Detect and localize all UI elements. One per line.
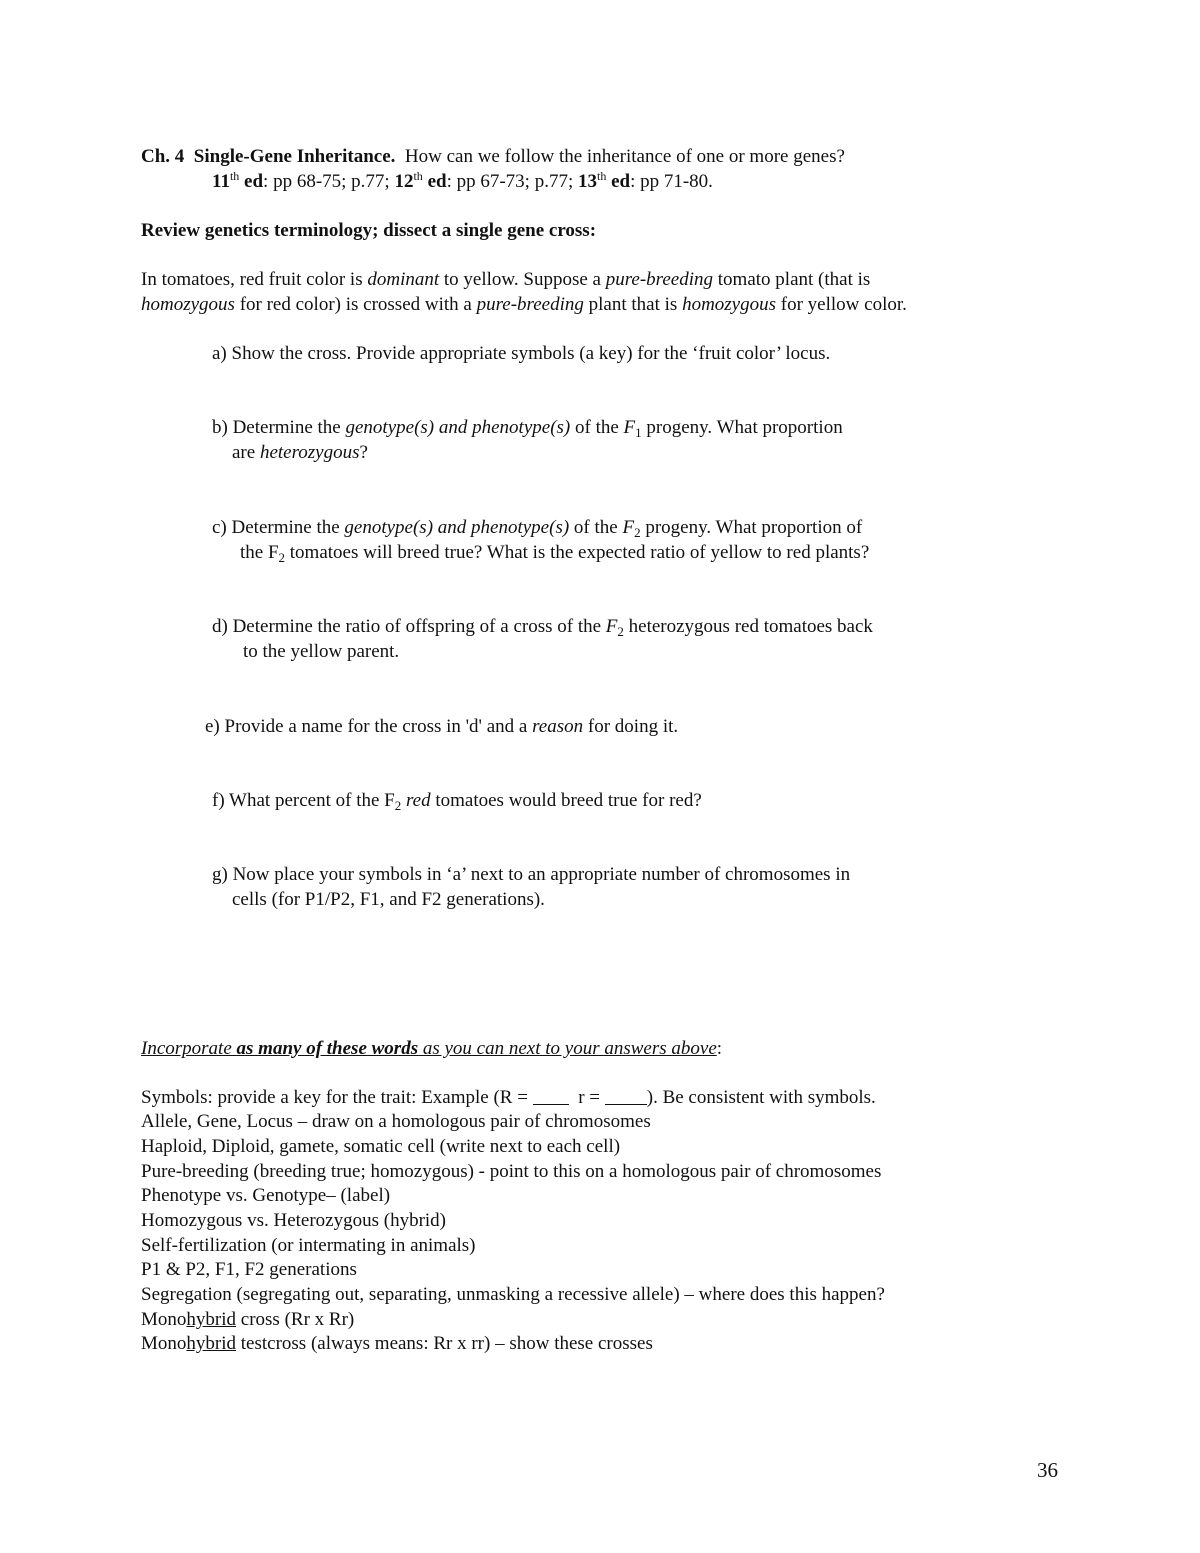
question-emphasis: genotype(s) and phenotype(s) xyxy=(344,517,570,538)
intro-text: to yellow. Suppose a xyxy=(439,269,606,290)
vocab-line xyxy=(141,1160,881,1184)
question-text: b) Determine the xyxy=(212,417,346,438)
vocab-text: Allele, Gene, Locus – draw on a homologous pair of chromosomes xyxy=(141,1111,651,1132)
generation-subscript: 2 xyxy=(617,624,624,639)
review-heading xyxy=(141,219,596,243)
page-number: 36 xyxy=(1037,1458,1058,1482)
intro-homozygous: homozygous xyxy=(141,294,235,315)
question-emphasis: heterozygous xyxy=(259,442,360,463)
question-c-line-1 xyxy=(212,516,862,540)
intro-text: In tomatoes, red fruit color is xyxy=(141,269,368,290)
ed13-pages: : pp 71-80. xyxy=(630,171,713,192)
blank-line xyxy=(605,1090,647,1105)
vocab-text: testcross (always means: Rr x rr) – show these crosses xyxy=(236,1333,653,1354)
vocab-line xyxy=(141,1135,620,1159)
question-b-line-2 xyxy=(232,441,368,465)
vocab-text: Phenotype vs. Genotype– (label) xyxy=(141,1185,391,1206)
intro-dominant: dominant xyxy=(367,269,440,290)
incorporate-heading-colon: : xyxy=(716,1038,723,1059)
question-text: d) Determine the ratio of offspring of a cross of the xyxy=(212,616,606,637)
intro-text: for red color) is crossed with a xyxy=(234,294,477,315)
vocab-text: Symbols: provide a key for the trait: Example (R = xyxy=(141,1087,533,1108)
question-text: g) Now place your symbols in ‘a’ next to an appropriate number of chromosomes in xyxy=(212,864,851,885)
vocab-underlined: hybrid xyxy=(186,1333,237,1354)
question-text: of the xyxy=(570,417,624,438)
question-f xyxy=(212,789,702,813)
question-b-line-1 xyxy=(212,416,843,440)
generation-subscript: 1 xyxy=(635,425,642,440)
intro-line-2 xyxy=(141,293,907,317)
incorporate-heading-text: Incorporate xyxy=(141,1038,237,1059)
question-text: c) Determine the xyxy=(212,517,345,538)
question-text: ? xyxy=(359,442,368,463)
ed12-number: 12 xyxy=(394,171,414,192)
chapter-question: How can we follow the inheritance of one or more genes? xyxy=(404,146,845,167)
review-heading-text: Review genetics terminology; dissect a single gene cross: xyxy=(141,220,597,241)
question-text: the F xyxy=(240,542,279,563)
generation-label: F xyxy=(605,616,618,637)
vocab-line xyxy=(141,1234,476,1258)
vocab-line xyxy=(141,1308,354,1332)
question-text: of the xyxy=(569,517,623,538)
vocab-line xyxy=(141,1209,446,1233)
generation-label: F xyxy=(623,417,636,438)
question-text: heterozygous red tomatoes back xyxy=(623,616,873,637)
vocab-text: Pure-breeding (breeding true; homozygous) - point to this on a homologous pair of chromosomes xyxy=(141,1161,882,1182)
edition-pages xyxy=(212,170,713,194)
vocab-text: Mono xyxy=(141,1309,187,1330)
vocab-text: Self-fertilization (or intermating in animals) xyxy=(141,1235,476,1256)
chapter-label: Ch. 4 xyxy=(141,146,185,167)
question-text: for doing it. xyxy=(583,716,679,737)
vocab-line xyxy=(141,1184,390,1208)
vocab-line xyxy=(141,1110,651,1134)
generation-subscript: 2 xyxy=(278,550,286,565)
blank-line xyxy=(533,1090,569,1105)
question-g-line-1 xyxy=(212,863,850,887)
vocab-underlined: hybrid xyxy=(186,1309,237,1330)
question-text: e) Provide a name for the cross in 'd' and a xyxy=(205,716,533,737)
incorporate-heading-emphasis: as many of these words xyxy=(236,1038,419,1059)
question-text: tomatoes would breed true for red? xyxy=(430,790,702,811)
intro-homozygous: homozygous xyxy=(682,294,777,315)
question-a-text: a) Show the cross. Provide appropriate symbols (a key) for the ‘fruit color’ locus. xyxy=(212,343,831,364)
question-text: to the yellow parent. xyxy=(243,641,400,662)
incorporate-heading xyxy=(141,1037,722,1061)
vocab-text: Haploid, Diploid, gamete, somatic cell (write next to each cell) xyxy=(141,1136,621,1157)
vocab-text: Homozygous vs. Heterozygous (hybrid) xyxy=(141,1210,447,1231)
question-text: cells (for P1/P2, F1, and F2 generations). xyxy=(232,889,545,910)
question-text: progeny. What proportion of xyxy=(640,517,863,538)
generation-subscript: 2 xyxy=(634,525,641,540)
vocab-text: r = xyxy=(578,1087,605,1108)
generation-label: F xyxy=(622,517,635,538)
question-emphasis: red xyxy=(405,790,431,811)
ed13-sup: th xyxy=(596,169,607,183)
question-c-line-2 xyxy=(240,541,869,565)
chapter-heading xyxy=(141,145,845,169)
intro-line-1 xyxy=(141,268,870,292)
ed12-sup: th xyxy=(413,169,423,183)
ed13-number: 13 xyxy=(577,171,597,192)
ed11-number: 11 xyxy=(212,171,230,192)
question-d-line-2 xyxy=(243,640,399,664)
vocab-line xyxy=(141,1332,653,1356)
vocab-line xyxy=(141,1283,885,1307)
question-g-line-2 xyxy=(232,888,545,912)
chapter-title: Single-Gene Inheritance. xyxy=(193,146,396,167)
intro-pure-breeding: pure-breeding xyxy=(476,294,584,315)
ed11-pages: : pp 68-75; p.77; xyxy=(263,171,390,192)
vocab-text: Segregation (segregating out, separating, unmasking a recessive allele) – where does this happen? xyxy=(141,1284,885,1305)
question-text: f) What percent of the F xyxy=(212,790,395,811)
question-emphasis: genotype(s) and phenotype(s) xyxy=(345,417,571,438)
question-text: are xyxy=(232,442,260,463)
ed12-pages: : pp 67-73; p.77; xyxy=(446,171,574,192)
ed12-word: ed xyxy=(427,171,447,192)
incorporate-heading-text: as you can next to your answers above xyxy=(418,1038,717,1059)
intro-text: tomato plant (that is xyxy=(713,269,871,290)
intro-text: for yellow color. xyxy=(776,294,907,315)
ed13-word: ed xyxy=(611,171,631,192)
vocab-line xyxy=(141,1258,357,1282)
intro-pure-breeding: pure-breeding xyxy=(605,269,714,290)
generation-subscript: 2 xyxy=(394,798,402,813)
question-e xyxy=(205,715,678,739)
vocab-text: ). Be consistent with symbols. xyxy=(646,1087,876,1108)
ed11-word: ed xyxy=(244,171,264,192)
question-text: progeny. What proportion xyxy=(641,417,843,438)
question-emphasis: reason xyxy=(532,716,584,737)
ed11-sup: th xyxy=(229,169,240,183)
question-a xyxy=(212,342,830,366)
vocab-text: cross (Rr x Rr) xyxy=(236,1309,355,1330)
vocab-text: P1 & P2, F1, F2 generations xyxy=(141,1259,357,1280)
question-d-line-1 xyxy=(212,615,873,639)
intro-text: plant that is xyxy=(583,294,683,315)
question-text: tomatoes will breed true? What is the expected ratio of yellow to red plants? xyxy=(285,542,870,563)
vocab-symbols xyxy=(141,1086,876,1110)
vocab-text: Mono xyxy=(141,1333,187,1354)
